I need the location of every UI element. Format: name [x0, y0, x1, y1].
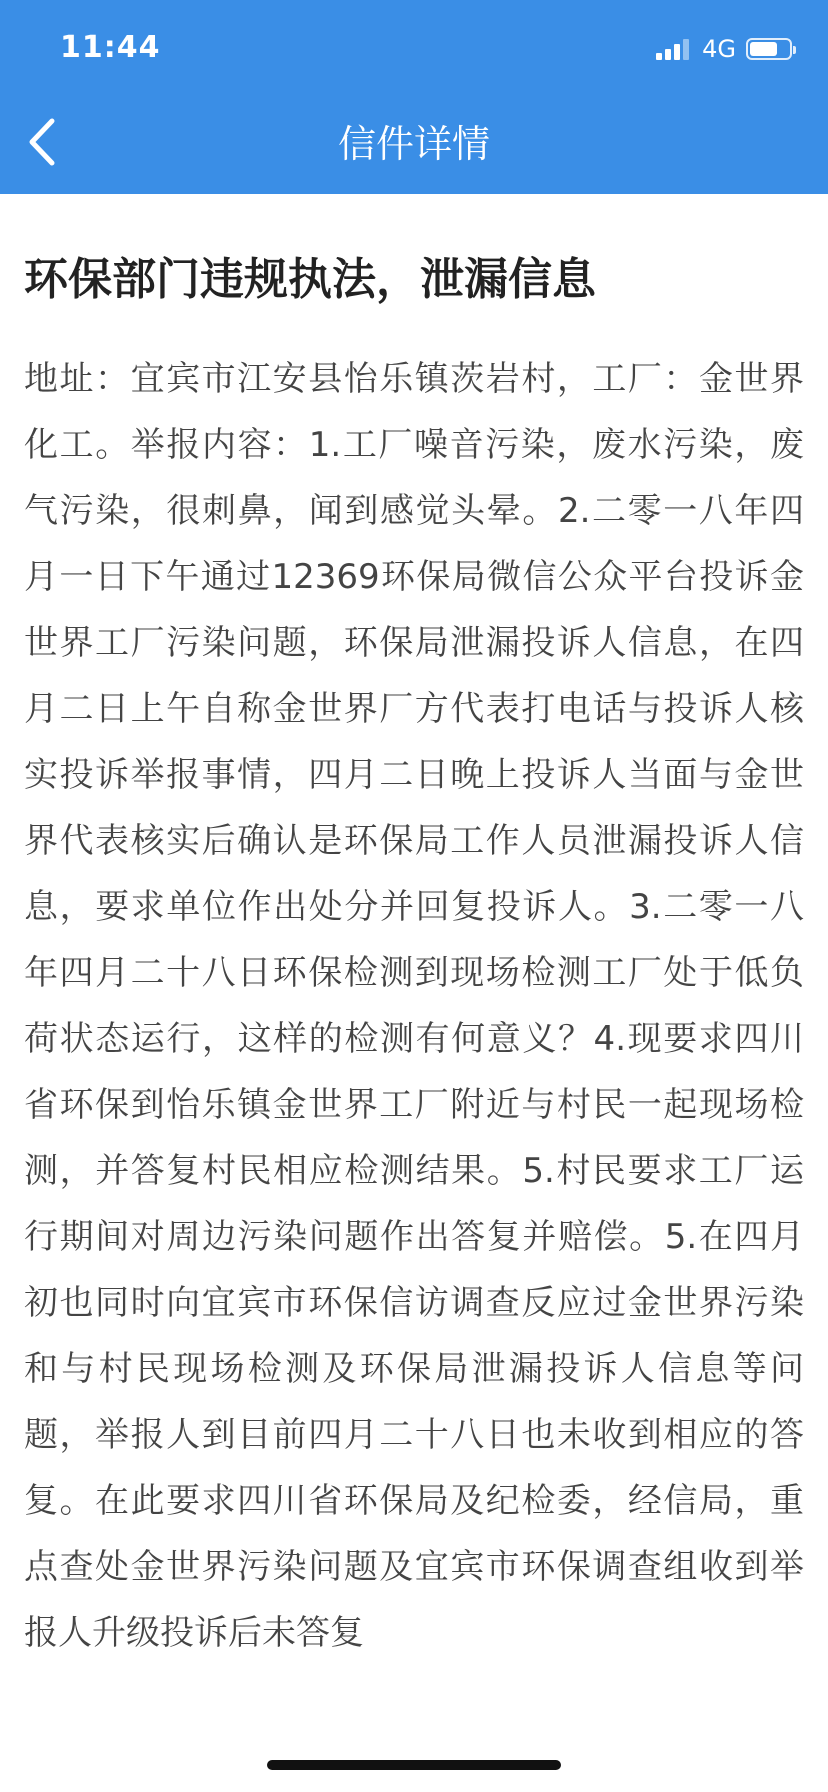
status-time: 11:44 [60, 30, 161, 65]
battery-level [750, 42, 777, 56]
network-type: 4G [702, 35, 736, 63]
top-bar [0, 0, 828, 194]
home-indicator[interactable] [267, 1760, 561, 1770]
letter-title: 环保部门违规执法，泄漏信息 [24, 254, 596, 305]
signal-icon [656, 38, 692, 60]
letter-body: 地址：宜宾市江安县怡乐镇茨岩村，工厂：金世界化工。举报内容：1.工厂噪音污染，废水污染，废气污染，很刺鼻，闻到感觉头晕。2.二零一八年四月一日下午通过12369环保局微信公众平台投诉金世界工厂污染问题，环保局泄漏投诉人信息，在四月二日上午自称金世界厂方代表打电话与投诉人核实投诉举报事情，四月二日晚上投诉人当面与金世界代表核实后确认是环保局工作人员泄漏投诉人信息，要求单位作出处分并回复投诉人。3.二零一八年四月二十八日环保检测到现场检测工厂处于低负荷状态运行，这样的检测有何意义？4.现要求四川省环保到怡乐镇金世界工厂附近与村民一起现场检测，并答复村民相应检测结果。5.村民要求工厂运行期间对周边污染问题作出答复并赔偿。5.在四月初也同时向宜宾市环保信访调查反应过金世界污染和与村民现场检测及环保局泄漏投诉人信息等问题，举报人到目前四月二十八日也未收到相应的答复。在此要求四川省环保局及纪检委，经信局，重点查处金世界污染问题及宜宾市环保调查组收到举报人升级投诉后未答复 [24, 359, 804, 1653]
letter-content[interactable] [24, 250, 804, 1712]
battery-icon [746, 38, 792, 60]
page-title: 信件详情 [337, 122, 490, 166]
status-icons [656, 34, 792, 64]
